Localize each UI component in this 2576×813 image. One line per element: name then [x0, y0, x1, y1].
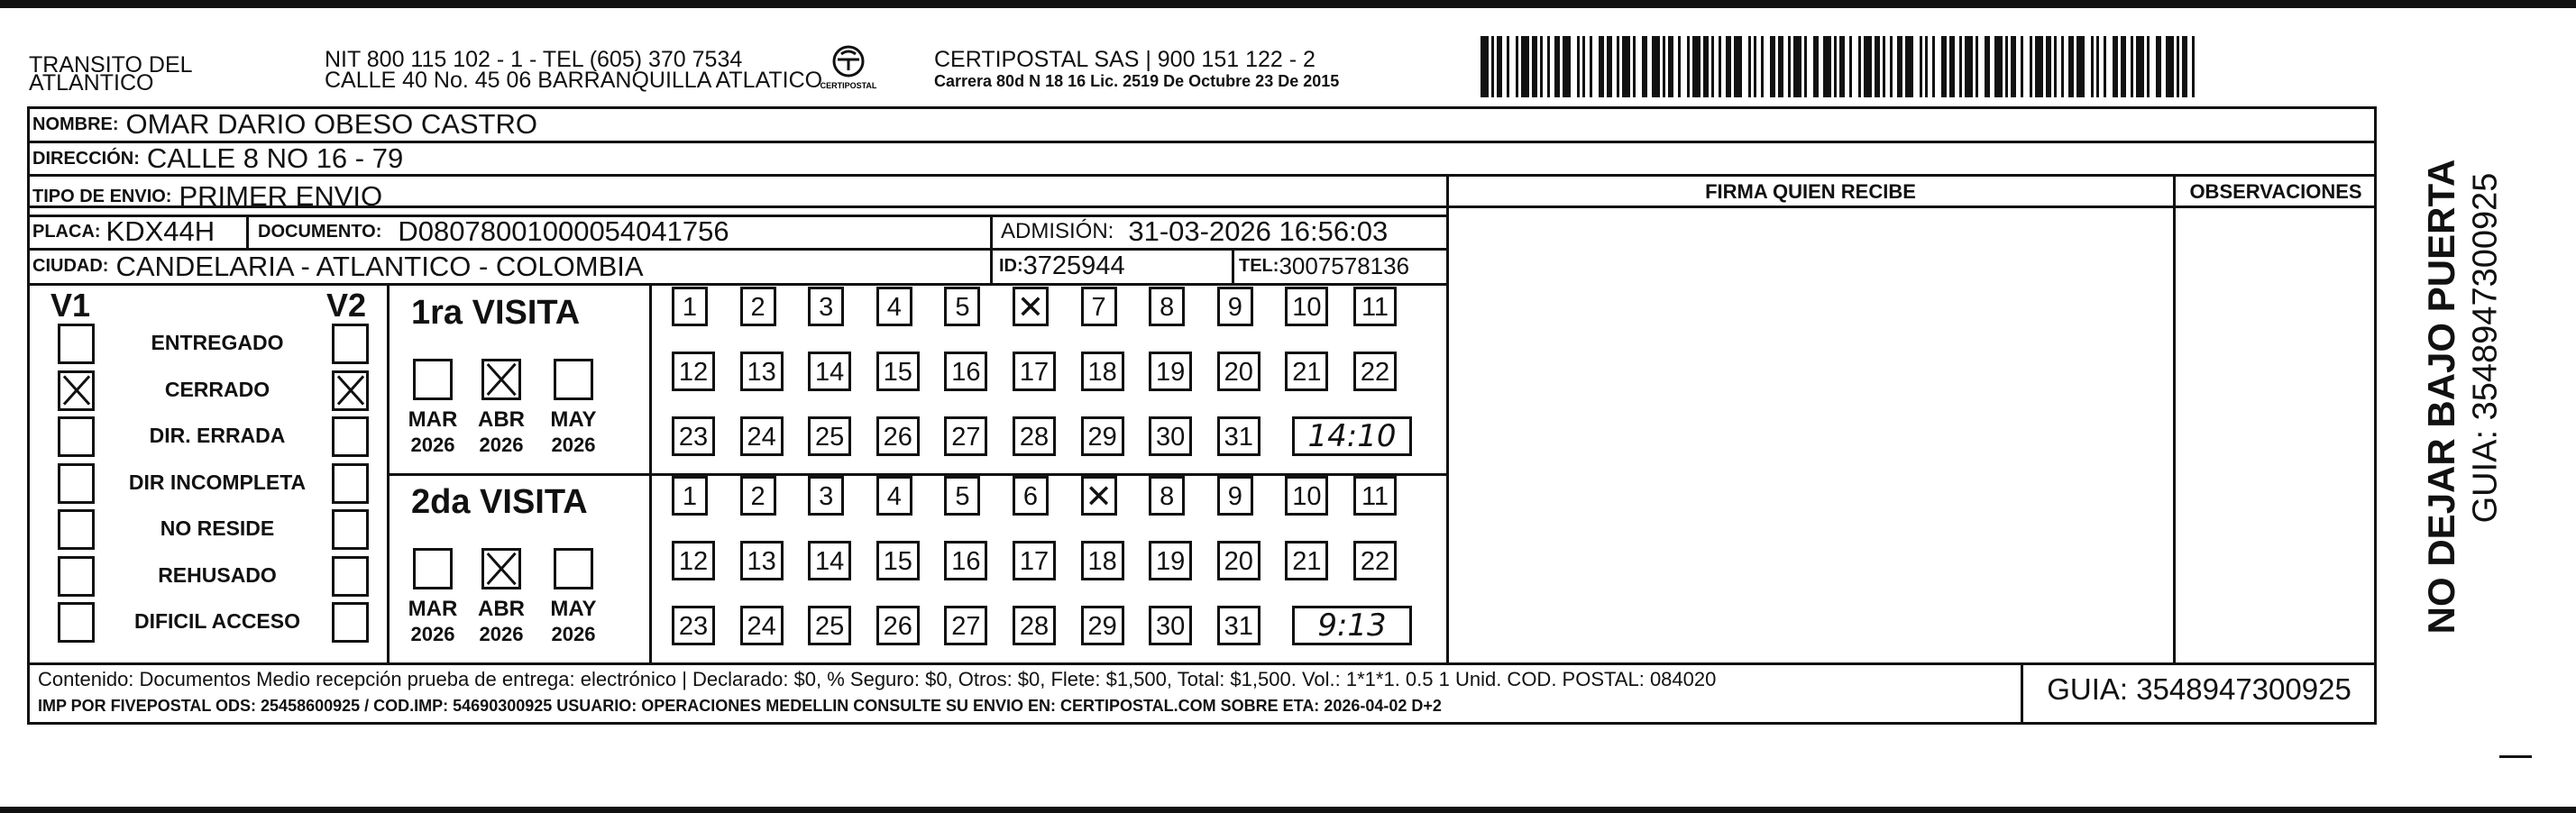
barcode-bar	[1663, 36, 1665, 97]
barcode-bar	[2113, 36, 2118, 97]
barcode-bar	[1599, 36, 1604, 97]
barcode-bar	[1932, 36, 1935, 97]
month-year: 2026	[551, 623, 596, 645]
barcode-bar	[2091, 36, 2094, 97]
barcode-bar	[1754, 36, 1756, 97]
day-box[interactable]: 13	[740, 541, 784, 580]
document-value: D08078001000054041756	[398, 215, 729, 247]
barcode-bar	[1949, 36, 1955, 97]
day-box[interactable]: 26	[876, 606, 920, 645]
no-dejar-warning: NO DEJAR BAJO PUERTA	[2420, 159, 2462, 635]
day-box[interactable]: 29	[1081, 606, 1124, 645]
document-label: DOCUMENTO:	[258, 221, 382, 242]
day-box[interactable]: 2	[740, 476, 776, 516]
barcode-bar	[1687, 36, 1690, 97]
month-checkbox[interactable]	[554, 359, 593, 400]
day-box[interactable]: 5	[944, 476, 980, 516]
barcode-bar	[1770, 36, 1775, 97]
tel-label: TEL:	[1239, 256, 1279, 276]
day-box[interactable]: 19	[1149, 541, 1192, 580]
barcode-bar	[1692, 36, 1701, 97]
barcode-bar	[1804, 36, 1807, 97]
barcode-bar	[1905, 36, 1913, 97]
sender-name-line1: TRANSITO DEL	[29, 52, 193, 78]
barcode-bar	[2156, 36, 2161, 97]
barcode-bar	[1823, 36, 1831, 97]
barcode-bar	[1521, 36, 1529, 97]
second-visit-title: 2da VISITA	[411, 483, 588, 521]
admission-row	[1001, 215, 1388, 248]
day-box[interactable]: 31	[1217, 416, 1260, 456]
barcode-bar	[1925, 36, 1928, 97]
day-box[interactable]: 4	[876, 476, 912, 516]
first-visit-time[interactable]: 14:10	[1292, 416, 1412, 456]
day-box[interactable]: 27	[944, 606, 987, 645]
carrier-name: CERTIPOSTAL SAS | 900 151 122 - 2	[934, 47, 1316, 72]
barcode-bar	[1793, 36, 1801, 97]
day-box[interactable]: 11	[1353, 476, 1397, 516]
month-year: 2026	[410, 623, 455, 645]
barcode-bar	[2182, 36, 2187, 97]
barcode-bar	[1652, 36, 1660, 97]
status-label: DIFICIL ACCESO	[133, 609, 300, 633]
admission-label: ADMISIÓN:	[1001, 219, 1114, 243]
barcode-bar	[1554, 36, 1560, 97]
day-box[interactable]	[1081, 476, 1117, 516]
address-row	[32, 142, 403, 175]
day-box[interactable]: 30	[1149, 606, 1192, 645]
day-box[interactable]: 3	[808, 287, 844, 326]
barcode-bar	[1622, 36, 1630, 97]
barcode-bar	[1577, 36, 1580, 97]
day-box[interactable]: 1	[672, 287, 708, 326]
document-row	[258, 215, 729, 248]
barcode-bar	[2076, 36, 2085, 97]
recipient-name: OMAR DARIO OBESO CASTRO	[125, 108, 537, 140]
carrier-license: Carrera 80d N 18 16 Lic. 2519 De Octubre 23 De 2015	[934, 72, 1340, 90]
barcode-bar	[2136, 36, 2144, 97]
day-box[interactable]: 22	[1353, 352, 1397, 391]
month-year: 2026	[410, 434, 455, 456]
day-box[interactable]: 21	[1285, 352, 1328, 391]
day-box[interactable]: 8	[1149, 287, 1185, 326]
day-box[interactable]: 27	[944, 416, 987, 456]
day-box[interactable]: 15	[876, 541, 920, 580]
barcode-bar	[1563, 36, 1571, 97]
day-box[interactable]: 1	[672, 476, 708, 516]
second-visit-time[interactable]: 9:13	[1292, 606, 1412, 645]
day-box[interactable]: 9	[1217, 287, 1253, 326]
barcode-bar	[2121, 36, 2126, 97]
day-box[interactable]: 30	[1149, 416, 1192, 456]
barcode-bar	[1703, 36, 1709, 97]
barcode-bar	[2096, 36, 2099, 97]
tel-row	[1239, 250, 1409, 283]
day-box[interactable]: 6	[1013, 476, 1049, 516]
address-label: DIRECCIÓN:	[32, 148, 140, 169]
barcode-bar	[1481, 36, 1489, 97]
observations-header: OBSERVACIONES	[2189, 180, 2362, 203]
plate-row	[32, 215, 215, 248]
id-value: 3725944	[1022, 251, 1125, 280]
month-label: MAY	[550, 597, 597, 621]
barcode-bar	[2046, 36, 2051, 97]
status-label: DIR INCOMPLETA	[128, 470, 307, 494]
day-box[interactable]: 7	[1081, 287, 1117, 326]
month-label: ABR	[478, 597, 525, 621]
day-box[interactable]: 3	[808, 476, 844, 516]
day-box[interactable]: 24	[740, 606, 784, 645]
contents-line: Contenido: Documentos Medio recepción prueba de entrega: electrónico | Declarado: $0, % Seguro: $0, Otros: $0, Flete: $1,500, Total: $1,500. Vol.: 1*1*1. 0.5 1 Unid. COD. POSTAL: 084020	[38, 668, 1717, 690]
month-year: 2026	[479, 623, 524, 645]
tel-value: 3007578136	[1279, 252, 1410, 279]
id-row	[999, 250, 1125, 283]
day-box[interactable]: 12	[672, 352, 715, 391]
day-box[interactable]: 11	[1353, 287, 1397, 326]
barcode	[1481, 36, 2202, 97]
barcode-bar	[1941, 36, 1947, 97]
day-box[interactable]: 31	[1217, 606, 1260, 645]
imp-line: IMP POR FIVEPOSTAL ODS: 25458600925 / COD.IMP: 54690300925 USUARIO: OPERACIONES MEDELLIN CONSULTE SU ENVIO EN: CERTIPOSTAL.COM SOBRE ETA: 2026-04-02 D+2	[38, 697, 1442, 715]
sender-name-line2: ATLANTICO	[29, 70, 154, 96]
day-box[interactable]: 14	[808, 541, 851, 580]
barcode-bar	[2011, 36, 2016, 97]
name-label: NOMBRE:	[32, 114, 119, 134]
barcode-bar	[1890, 36, 1893, 97]
barcode-bar	[1959, 36, 1962, 97]
shipping-row	[32, 180, 382, 213]
barcode-bar	[1734, 36, 1742, 97]
month-checkbox[interactable]	[481, 548, 521, 589]
barcode-bar	[1547, 36, 1550, 97]
barcode-bar	[2021, 36, 2023, 97]
barcode-bar	[1858, 36, 1861, 97]
barcode-bar	[1642, 36, 1647, 97]
day-box[interactable]: 20	[1217, 541, 1260, 580]
barcode-bar	[1788, 36, 1791, 97]
month-label: MAR	[408, 407, 458, 432]
barcode-bar	[1965, 36, 1973, 97]
certipostal-logo	[816, 43, 881, 97]
day-box[interactable]: 17	[1013, 352, 1056, 391]
day-box[interactable]: 19	[1149, 352, 1192, 391]
barcode-bar	[2005, 36, 2008, 97]
v1-label: V1	[50, 287, 91, 324]
plate-value: KDX44H	[105, 215, 215, 247]
barcode-bar	[2035, 36, 2043, 97]
barcode-bar	[1813, 36, 1819, 97]
barcode-bar	[2147, 36, 2150, 97]
barcode-bar	[1778, 36, 1783, 97]
barcode-bar	[1994, 36, 2003, 97]
day-box[interactable]: 10	[1285, 476, 1328, 516]
barcode-bar	[1607, 36, 1612, 97]
day-box[interactable]: 20	[1217, 352, 1260, 391]
day-box[interactable]: 22	[1353, 541, 1397, 580]
first-visit-title: 1ra VISITA	[411, 294, 581, 332]
id-label: ID:	[999, 256, 1023, 276]
barcode-bar	[1491, 36, 1494, 97]
signature-area[interactable]	[1450, 209, 2171, 660]
plate-label: PLACA:	[32, 221, 101, 242]
barcode-bar	[1540, 36, 1543, 97]
side-guide: GUIA: 3548947300925	[2466, 172, 2505, 524]
day-box[interactable]	[1013, 287, 1049, 326]
day-box[interactable]: 5	[944, 287, 980, 326]
barcode-bar	[1516, 36, 1518, 97]
logo-caption: CERTIPOSTAL	[820, 81, 877, 90]
sender-address: CALLE 40 No. 45 06 BARRANQUILLA ATLATICO	[325, 68, 823, 93]
month-label: ABR	[478, 407, 525, 432]
day-box[interactable]: 2	[740, 287, 776, 326]
month-checkbox[interactable]	[554, 548, 593, 589]
barcode-bar	[2068, 36, 2074, 97]
barcode-bar	[1590, 36, 1592, 97]
barcode-bar	[1883, 36, 1885, 97]
name-row	[32, 108, 537, 141]
day-box[interactable]: 17	[1013, 541, 1056, 580]
barcode-bar	[2131, 36, 2133, 97]
barcode-bar	[1748, 36, 1751, 97]
barcode-bar	[2177, 36, 2179, 97]
edge-mark	[2499, 755, 2532, 758]
barcode-bar	[1976, 36, 1978, 97]
day-box[interactable]: 25	[808, 606, 851, 645]
barcode-bar	[1875, 36, 1880, 97]
day-box[interactable]: 26	[876, 416, 920, 456]
barcode-bar	[1633, 36, 1636, 97]
recipient-address: CALLE 8 NO 16 - 79	[146, 142, 404, 174]
barcode-bar	[1532, 36, 1537, 97]
day-box[interactable]: 9	[1217, 476, 1253, 516]
signature-header: FIRMA QUIEN RECIBE	[1705, 180, 1916, 203]
barcode-bar	[1711, 36, 1714, 97]
barcode-bar	[1849, 36, 1852, 97]
status-label: CERRADO	[164, 377, 270, 401]
footer-guide: GUIA: 3548947300925	[2047, 672, 2351, 706]
day-box[interactable]: 4	[876, 287, 912, 326]
status-label: REHUSADO	[158, 562, 277, 587]
barcode-bar	[1897, 36, 1902, 97]
city-row	[32, 250, 644, 283]
month-year: 2026	[479, 434, 524, 456]
day-box[interactable]: 23	[672, 606, 715, 645]
barcode-bar	[2030, 36, 2032, 97]
barcode-bar	[1726, 36, 1731, 97]
day-box[interactable]: 10	[1285, 287, 1328, 326]
barcode-bar	[1985, 36, 1990, 97]
shipping-type: PRIMER ENVIO	[179, 180, 383, 212]
barcode-bar	[1839, 36, 1845, 97]
certipostal-logo-icon	[816, 43, 881, 97]
month-checkbox[interactable]	[413, 548, 453, 589]
month-checkbox[interactable]	[413, 359, 453, 400]
status-label: DIR. ERRADA	[149, 424, 286, 447]
bottom-border	[0, 807, 2576, 813]
barcode-bar	[1617, 36, 1619, 97]
day-box[interactable]: 12	[672, 541, 715, 580]
barcode-bar	[1582, 36, 1585, 97]
admission-value: 31-03-2026 16:56:03	[1128, 215, 1389, 247]
day-cross-mark: ✕	[1085, 478, 1113, 515]
month-label: MAY	[550, 407, 597, 432]
status-label: NO RESIDE	[160, 516, 275, 540]
barcode-bar	[2104, 36, 2106, 97]
day-box[interactable]: 25	[808, 416, 851, 456]
day-box[interactable]: 24	[740, 416, 784, 456]
day-box[interactable]: 21	[1285, 541, 1328, 580]
barcode-bar	[1719, 36, 1721, 97]
day-box[interactable]: 15	[876, 352, 920, 391]
barcode-bar	[2054, 36, 2057, 97]
top-border	[0, 0, 2576, 8]
barcode-bar	[1834, 36, 1837, 97]
barcode-bar	[1864, 36, 1872, 97]
day-box[interactable]: 8	[1149, 476, 1185, 516]
barcode-bar	[1507, 36, 1509, 97]
day-box[interactable]: 28	[1013, 416, 1056, 456]
barcode-bar	[1668, 36, 1673, 97]
day-box[interactable]: 29	[1081, 416, 1124, 456]
day-cross-mark: ✕	[1016, 288, 1045, 325]
day-box[interactable]: 18	[1081, 352, 1124, 391]
barcode-bar	[2061, 36, 2064, 97]
barcode-bar	[1678, 36, 1681, 97]
day-box[interactable]: 16	[944, 352, 987, 391]
month-label: MAR	[408, 597, 458, 621]
day-box[interactable]: 13	[740, 352, 784, 391]
observations-area[interactable]	[2177, 209, 2375, 660]
day-box[interactable]: 23	[672, 416, 715, 456]
day-box[interactable]: 14	[808, 352, 851, 391]
day-box[interactable]: 16	[944, 541, 987, 580]
month-checkbox[interactable]	[481, 359, 521, 400]
sender-nit: NIT 800 115 102 - 1 - TEL (605) 370 7534	[325, 47, 743, 72]
month-year: 2026	[551, 434, 596, 456]
v2-label: V2	[326, 287, 367, 324]
barcode-bar	[1920, 36, 1922, 97]
status-label: ENTREGADO	[151, 331, 284, 354]
day-box[interactable]: 28	[1013, 606, 1056, 645]
shipping-label: TIPO DE ENVIO:	[32, 186, 172, 206]
barcode-bar	[1761, 36, 1764, 97]
barcode-bar	[2166, 36, 2174, 97]
barcode-bar	[2192, 36, 2195, 97]
barcode-bar	[1497, 36, 1502, 97]
city-label: CIUDAD:	[32, 256, 109, 276]
day-box[interactable]: 18	[1081, 541, 1124, 580]
city-value: CANDELARIA - ATLANTICO - COLOMBIA	[115, 250, 644, 282]
